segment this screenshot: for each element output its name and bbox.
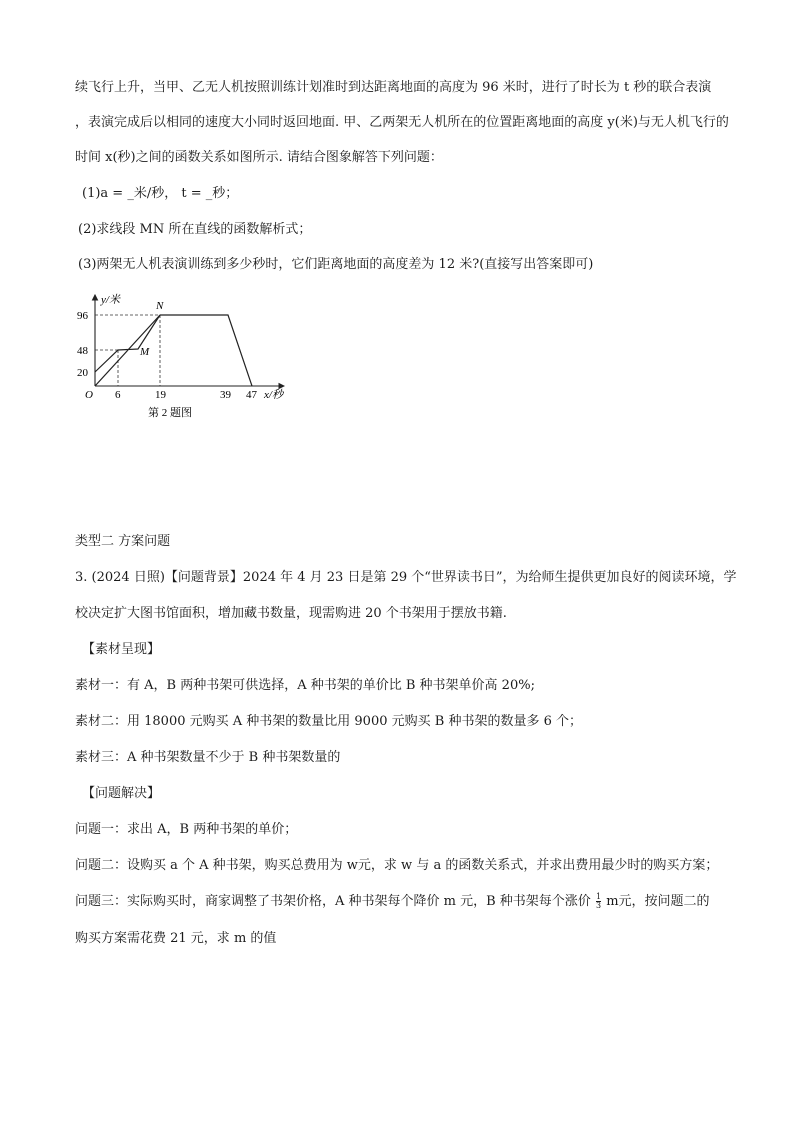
x-axis-label: x/秒 — [264, 389, 283, 401]
problem2-text-line1: 续飞行上升，当甲、乙无人机按照训练计划准时到达距离地面的高度为 96 米时，进行了时长为 t 秒的联合表演 — [75, 80, 712, 95]
point-n-label: N — [156, 300, 164, 312]
x-tick-47: 47 — [246, 389, 257, 401]
x-tick-39: 39 — [220, 389, 231, 401]
figure-caption: 第 2 题图 — [148, 407, 192, 419]
performance-segment — [160, 315, 252, 386]
y-axis-label: y/米 — [101, 294, 120, 306]
material-two: 素材二：用 18000 元购买 A 种书架的数量比用 9000 元购买 B 种书架的数量多 6 个； — [75, 714, 582, 729]
drone-line-b — [95, 315, 160, 372]
question-three-text-before: 问题三：实际购买时，商家调整了书架价格，A 种书架每个降价 m 元，B 种书架每个涨价 — [75, 894, 591, 909]
drone-line-a — [95, 315, 160, 386]
problem3-text-line1: 3. (2024 日照)【问题背景】2024 年 4 月 23 日是第 29 个“世界读书日”，为给师生提供更加良好的阅读环境，学 — [75, 570, 737, 585]
problem2-text-line2: ，表演完成后以相同的速度大小同时返回地面. 甲、乙两架无人机所在的位置距离地面的高度 y(米)与无人机飞行的 — [75, 115, 729, 130]
question-one: 问题一：求出 A，B 两种书架的单价； — [75, 822, 298, 837]
section-heading: 类型二 方案问题 — [75, 534, 171, 549]
fraction-one-third — [596, 893, 601, 910]
problem2-question1: (1)a = _米/秒， t = _秒； — [82, 186, 239, 201]
material-three: 素材三：A 种书架数量不少于 B 种书架数量的 — [75, 750, 341, 765]
question-three-line2: 购买方案需花费 21 元，求 m 的值 — [75, 931, 277, 946]
y-tick-20: 20 — [77, 367, 88, 379]
question-two: 问题二：设购买 a 个 A 种书架，购买总费用为 w元，求 w 与 a 的函数关系式，并求出费用最少时的购买方案； — [75, 858, 719, 873]
function-graph-figure — [74, 292, 294, 428]
x-tick-6: 6 — [115, 389, 121, 401]
question-three-text-after: m元，按问题二的 — [606, 894, 710, 909]
y-tick-48: 48 — [77, 345, 88, 357]
origin-label: O — [85, 389, 93, 401]
problem3-text-line2: 校决定扩大图书馆面积，增加藏书数量，现需购进 20 个书架用于摆放书籍. — [75, 606, 507, 621]
point-m-label: M — [140, 346, 150, 358]
problem2-question3: (3)两架无人机表演训练到多少秒时，它们距离地面的高度差为 12 米?(直接写出答案即可) — [78, 257, 594, 272]
problem2-question2: (2)求线段 MN 所在直线的函数解析式； — [78, 222, 312, 237]
problem2-text-line3: 时间 x(秒)之间的函数关系如图所示. 请结合图象解答下列问题： — [75, 150, 443, 165]
fraction-denominator: 3 — [595, 901, 602, 910]
material-one: 素材一：有 A，B 两种书架可供选择，A 种书架的单价比 B 种书架单价高 20%; — [75, 678, 535, 693]
function-graph — [74, 292, 294, 428]
fraction-numerator: 1 — [595, 892, 602, 901]
material-title: 【素材呈现】 — [82, 642, 161, 657]
question-three — [75, 893, 735, 911]
y-tick-96: 96 — [77, 310, 88, 322]
solve-title: 【问题解决】 — [82, 786, 161, 801]
x-tick-19: 19 — [155, 389, 166, 401]
